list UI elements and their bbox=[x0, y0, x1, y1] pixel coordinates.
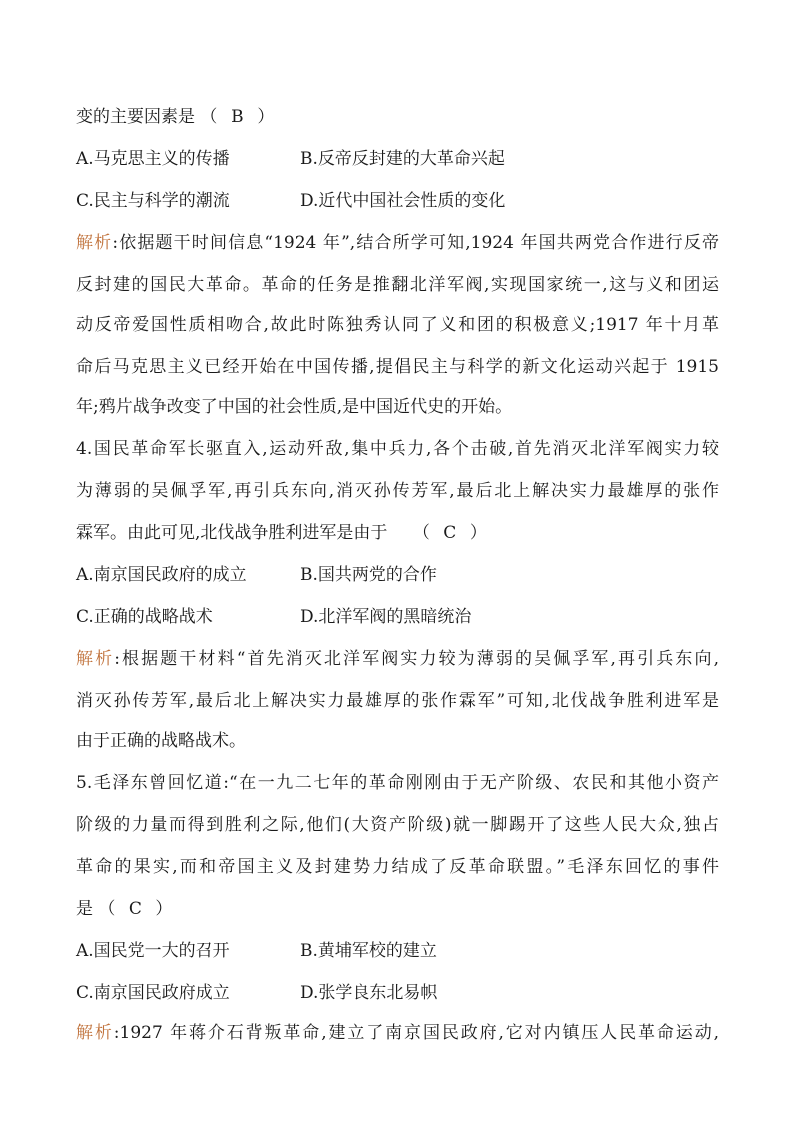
q5-option-d: D.张学良东北易帜 bbox=[300, 983, 438, 1003]
q3-analysis-line: 动反帝爱国性质相吻合,故此时陈独秀认同了义和团的积极意义;1917 年十月革 bbox=[76, 315, 719, 335]
q4-stem-line: 4.国民革命军长驱直入,运动歼敌,集中兵力,各个击破,首先消灭北洋军阀实力较 bbox=[76, 439, 719, 459]
q5-option-c: C.南京国民政府成立 bbox=[76, 983, 230, 1003]
q5-option-b: B.黄埔军校的建立 bbox=[300, 941, 437, 961]
q3-option-b: B.反帝反封建的大革命兴起 bbox=[300, 149, 505, 169]
q3-answer-bracket: （ B ） bbox=[200, 107, 275, 127]
q5-options-row1 bbox=[76, 940, 437, 962]
q5-stem-line: 阶级的力量而得到胜利之际,他们(大资产阶级)就一脚踢开了这些人民大众,独占 bbox=[76, 815, 719, 835]
q4-stem-line: 霖军。由此可见,北伐战争胜利进军是由于 （ C ） bbox=[76, 523, 487, 543]
q4-option-a: A.南京国民政府的成立 bbox=[76, 565, 247, 585]
q4-analysis-line: 由于正确的战略战术。 bbox=[76, 731, 246, 751]
q3-analysis-line: 反封建的国民大革命。革命的任务是推翻北洋军阀,实现国家统一,这与义和团运 bbox=[76, 275, 719, 295]
q3-options-row1 bbox=[76, 148, 505, 170]
q3-options-row2 bbox=[76, 190, 506, 212]
q3-analysis-line: 年;鸦片战争改变了中国的社会性质,是中国近代史的开始。 bbox=[76, 397, 513, 417]
q4-answer: C bbox=[443, 523, 457, 543]
q5-option-a: A.国民党一大的召开 bbox=[76, 941, 230, 961]
q3-option-c: C.民主与科学的潮流 bbox=[76, 191, 230, 211]
q3-analysis-label: 解析 bbox=[76, 233, 113, 253]
q4-option-c: C.正确的战略战术 bbox=[76, 607, 213, 627]
q4-analysis-label: 解析 bbox=[76, 649, 115, 669]
q4-analysis-line: 消灭孙传芳军,最后北上解决实力最雄厚的张作霖军”可知,北伐战争胜利进军是 bbox=[76, 691, 719, 711]
q4-stem-line: 为薄弱的吴佩孚军,再引兵东向,消灭孙传芳军,最后北上解决实力最雄厚的张作 bbox=[76, 481, 719, 501]
q3-option-d: D.近代中国社会性质的变化 bbox=[300, 191, 506, 211]
q3-answer: B bbox=[231, 107, 244, 127]
q4-option-b: B.国共两党的合作 bbox=[300, 565, 437, 585]
q3-stem: 变的主要因素是 （ B ） bbox=[76, 107, 275, 127]
q4-options-row1 bbox=[76, 564, 437, 586]
q4-options-row2 bbox=[76, 606, 472, 628]
q5-analysis-line: 解析:1927 年蒋介石背叛革命,建立了南京国民政府,它对内镇压人民革命运动, bbox=[76, 1023, 719, 1043]
q4-answer-bracket: （ C ） bbox=[412, 523, 487, 543]
q5-stem-line: 是 （ C ） bbox=[76, 899, 173, 919]
q5-stem-line: 5.毛泽东曾回忆道:“在一九二七年的革命刚刚由于无产阶级、农民和其他小资产 bbox=[76, 773, 719, 793]
q3-option-a: A.马克思主义的传播 bbox=[76, 149, 230, 169]
q5-analysis-label: 解析 bbox=[76, 1023, 114, 1043]
q5-stem-line: 革命的果实,而和帝国主义及封建势力结成了反革命联盟。”毛泽东回忆的事件 bbox=[76, 857, 719, 877]
q4-analysis-line: 解析:根据题干材料“首先消灭北洋军阀实力较为薄弱的吴佩孚军,再引兵东向, bbox=[76, 649, 719, 669]
q4-option-d: D.北洋军阀的黑暗统治 bbox=[300, 607, 472, 627]
q3-analysis-line: 解析:依据题干时间信息“1924 年”,结合所学可知,1924 年国共两党合作进行反帝 bbox=[76, 233, 719, 253]
q3-analysis-line: 命后马克思主义已经开始在中国传播,提倡民主与科学的新文化运动兴起于 1915 bbox=[76, 357, 719, 377]
q5-answer-bracket: （ C ） bbox=[98, 899, 173, 919]
q5-options-row2 bbox=[76, 982, 438, 1004]
q5-answer: C bbox=[128, 899, 142, 919]
